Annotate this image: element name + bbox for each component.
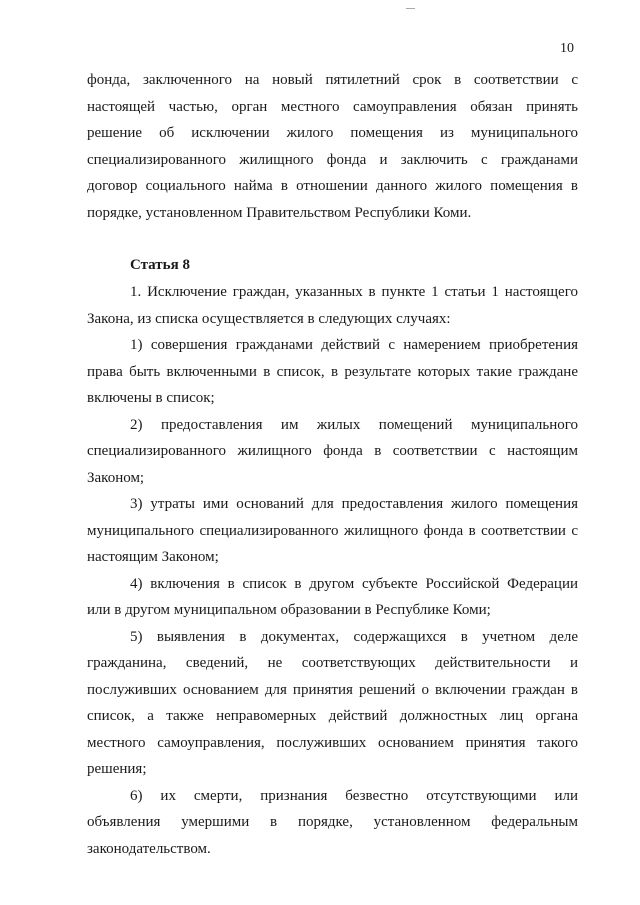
text-line: объявления умершими в порядке, установленном федеральным [87, 814, 578, 830]
clause-3 [87, 491, 578, 571]
text-line: 2) предоставления им жилых помещений муниципального [130, 416, 578, 433]
intro-paragraph [87, 67, 578, 226]
clause-1 [87, 332, 578, 412]
text-line: 4) включения в список в другом субъекте Российской Федерации [130, 575, 578, 592]
text-line: список, а также неправомерных действий должностных лиц органа [87, 708, 578, 724]
text-line: или в другом муниципальном образовании в Республике Коми; [87, 602, 491, 618]
text-line: Закона, из списка осуществляется в следующих случаях: [87, 310, 451, 327]
text-line: 6) их смерти, признания безвестно отсутствующими или [130, 787, 578, 804]
text-line: законодательством. [87, 840, 211, 857]
page-number: 10 [560, 41, 574, 56]
text-line: 1) совершения гражданами действий с намерением приобретения [130, 337, 578, 353]
text-line: права быть включенными в список, в результате которых такие граждане [87, 363, 578, 380]
text-line: 5) выявления в документах, содержащихся в учетном деле [130, 628, 578, 645]
text-line: договор социального найма в отношении данного жилого помещения в [87, 178, 578, 194]
scan-mark [406, 8, 415, 9]
text-line: решение об исключении жилого помещения из муниципального [87, 125, 578, 141]
text-line: Законом; [87, 469, 145, 486]
text-line: специализированного жилищного фонда и заключить с гражданами [87, 151, 578, 168]
clause-4 [87, 571, 578, 624]
text-line: гражданина, сведений, не соответствующих действительности и [87, 655, 578, 671]
text-line: 1. Исключение граждан, указанных в пункте 1 статьи 1 настоящего [130, 284, 578, 300]
text-line: специализированного жилищного фонда в соответствии с настоящим [87, 443, 578, 459]
clause-2 [87, 412, 578, 492]
text-line: решения; [87, 761, 147, 777]
article-paragraph-1 [87, 279, 578, 332]
text-line: фонда, заключенного на новый пятилетний срок в соответствии с [87, 72, 578, 88]
text-line: включены в список; [87, 390, 215, 406]
text-line: порядке, установленном Правительством Республики Коми. [87, 204, 472, 221]
text-line: настоящим Законом; [87, 549, 219, 565]
text-line: настоящей частью, орган местного самоуправления обязан принять [87, 98, 578, 115]
text-line: муниципального специализированного жилищного фонда в соответствии с [87, 522, 578, 539]
clause-5 [87, 624, 578, 783]
article-heading: Статья 8 [130, 257, 190, 273]
text-line: местного самоуправления, послуживших основанием принятия такого [87, 734, 578, 751]
text-line: 3) утраты ими оснований для предоставления жилого помещения [130, 496, 578, 512]
document-body [87, 67, 578, 862]
text-line: послуживших основанием для принятия решений о включении граждан в [87, 681, 578, 698]
clause-6 [87, 783, 578, 863]
